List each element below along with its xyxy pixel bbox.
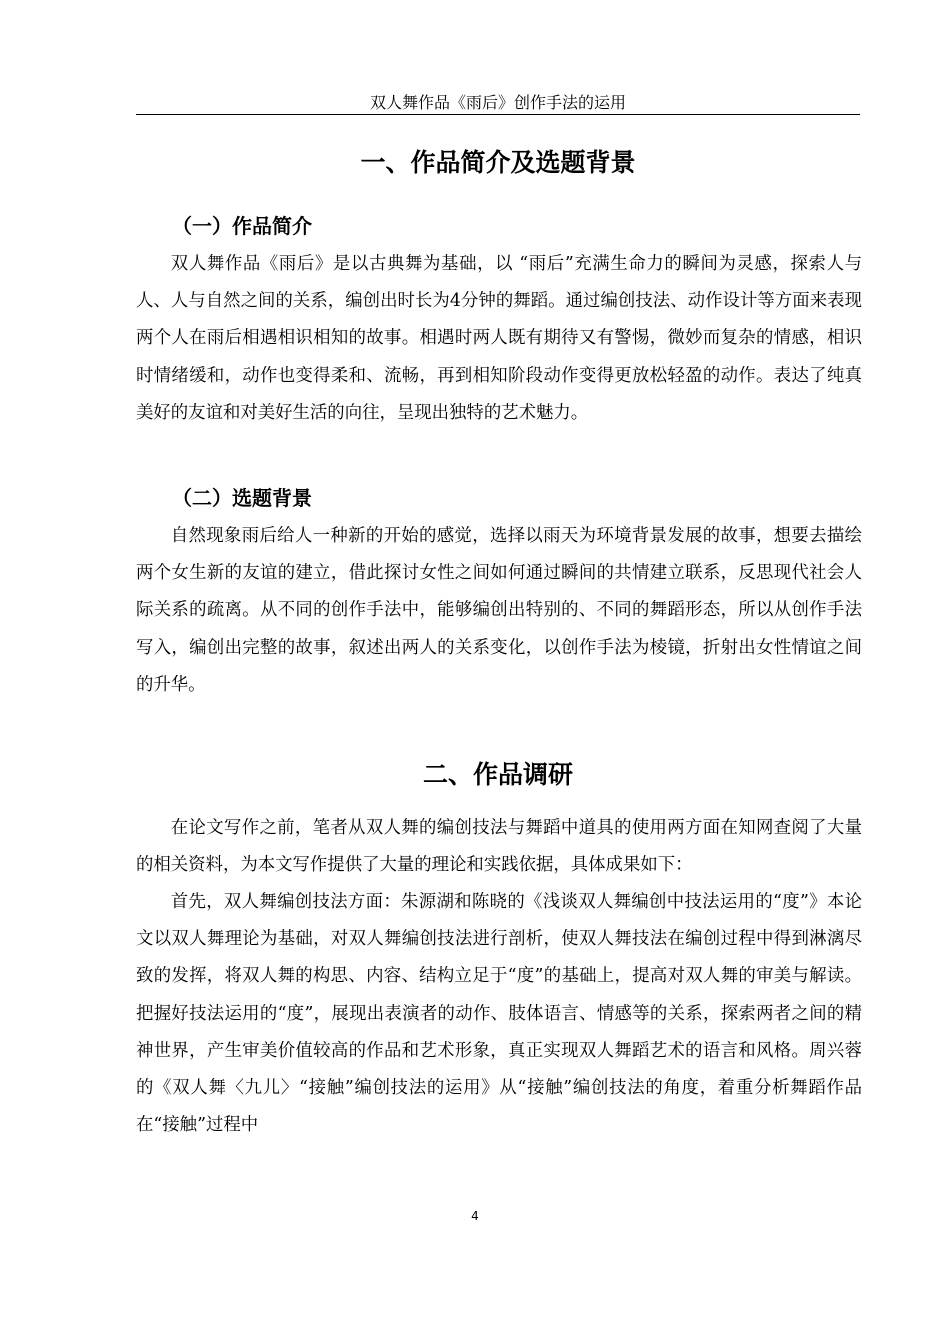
subsection-1-title: （一）作品简介 xyxy=(172,214,312,238)
running-header: 双人舞作品《雨后》创作手法的运用 xyxy=(369,93,626,112)
section-2-title: 二、作品调研 xyxy=(422,760,573,789)
subsection-1-paragraph: 双人舞作品《雨后》是以古典舞为基础，以 “雨后”充满生命力的瞬间为灵感，探索人与人、人与自然之间的关系，编创出时长为4分钟的舞蹈。通过编创技法、动作设计等方面来表现两个人在雨后相遇相识相知的故事。相遇时两人既有期待又有警惕，微妙而复杂的情感，相识时情绪缓和，动作也变得柔和、流畅，再到相知阶段动作变得更放松轻盈的动作。表达了纯真美好的友谊和对美好生活的向往，呈现出独特的艺术魅力。 xyxy=(136,254,862,423)
header-rule xyxy=(136,114,860,115)
subsection-2-title: （二）选题背景 xyxy=(172,486,312,510)
subsection-2-paragraph: 自然现象雨后给人一种新的开始的感觉，选择以雨天为环境背景发展的故事，想要去描绘两个女生新的友谊的建立，借此探讨女性之间如何通过瞬间的共情建立联系，反思现代社会人际关系的疏离。从不同的创作手法中，能够编创出特别的、不同的舞蹈形态，所以从创作手法写入，编创出完整的故事，叙述出两人的关系变化，以创作手法为棱镜，折射出女性情谊之间的升华。 xyxy=(136,526,862,695)
section-2-paragraph-1: 在论文写作之前，笔者从双人舞的编创技法与舞蹈中道具的使用两方面在知网查阅了大量的相关资料，为本文写作提供了大量的理论和实践依据，具体成果如下： xyxy=(136,818,862,876)
page-number: 4 xyxy=(471,1209,479,1223)
section-1-title: 一、作品简介及选题背景 xyxy=(360,148,636,177)
section-2-paragraph-2: 首先，双人舞编创技法方面：朱源湖和陈晓的《浅谈双人舞编创中技法运用的“度”》本论文以双人舞理论为基础，对双人舞编创技法进行剖析，使双人舞技法在编创过程中得到淋漓尽致的发挥，将双人舞的构思、内容、结构立足于“度”的基础上，提高对双人舞的审美与解读。把握好技法运用的“度”，展现出表演者的动作、肢体语言、情感等的关系，探索两者之间的精神世界，产生审美价值较高的作品和艺术形象，真正实现双人舞蹈艺术的语言和风格。周兴蓉的《双人舞〈九儿〉“接触”编创技法的运用》从“接触”编创技法的角度，着重分析舞蹈作品在“接触”过程中 xyxy=(136,892,862,1136)
